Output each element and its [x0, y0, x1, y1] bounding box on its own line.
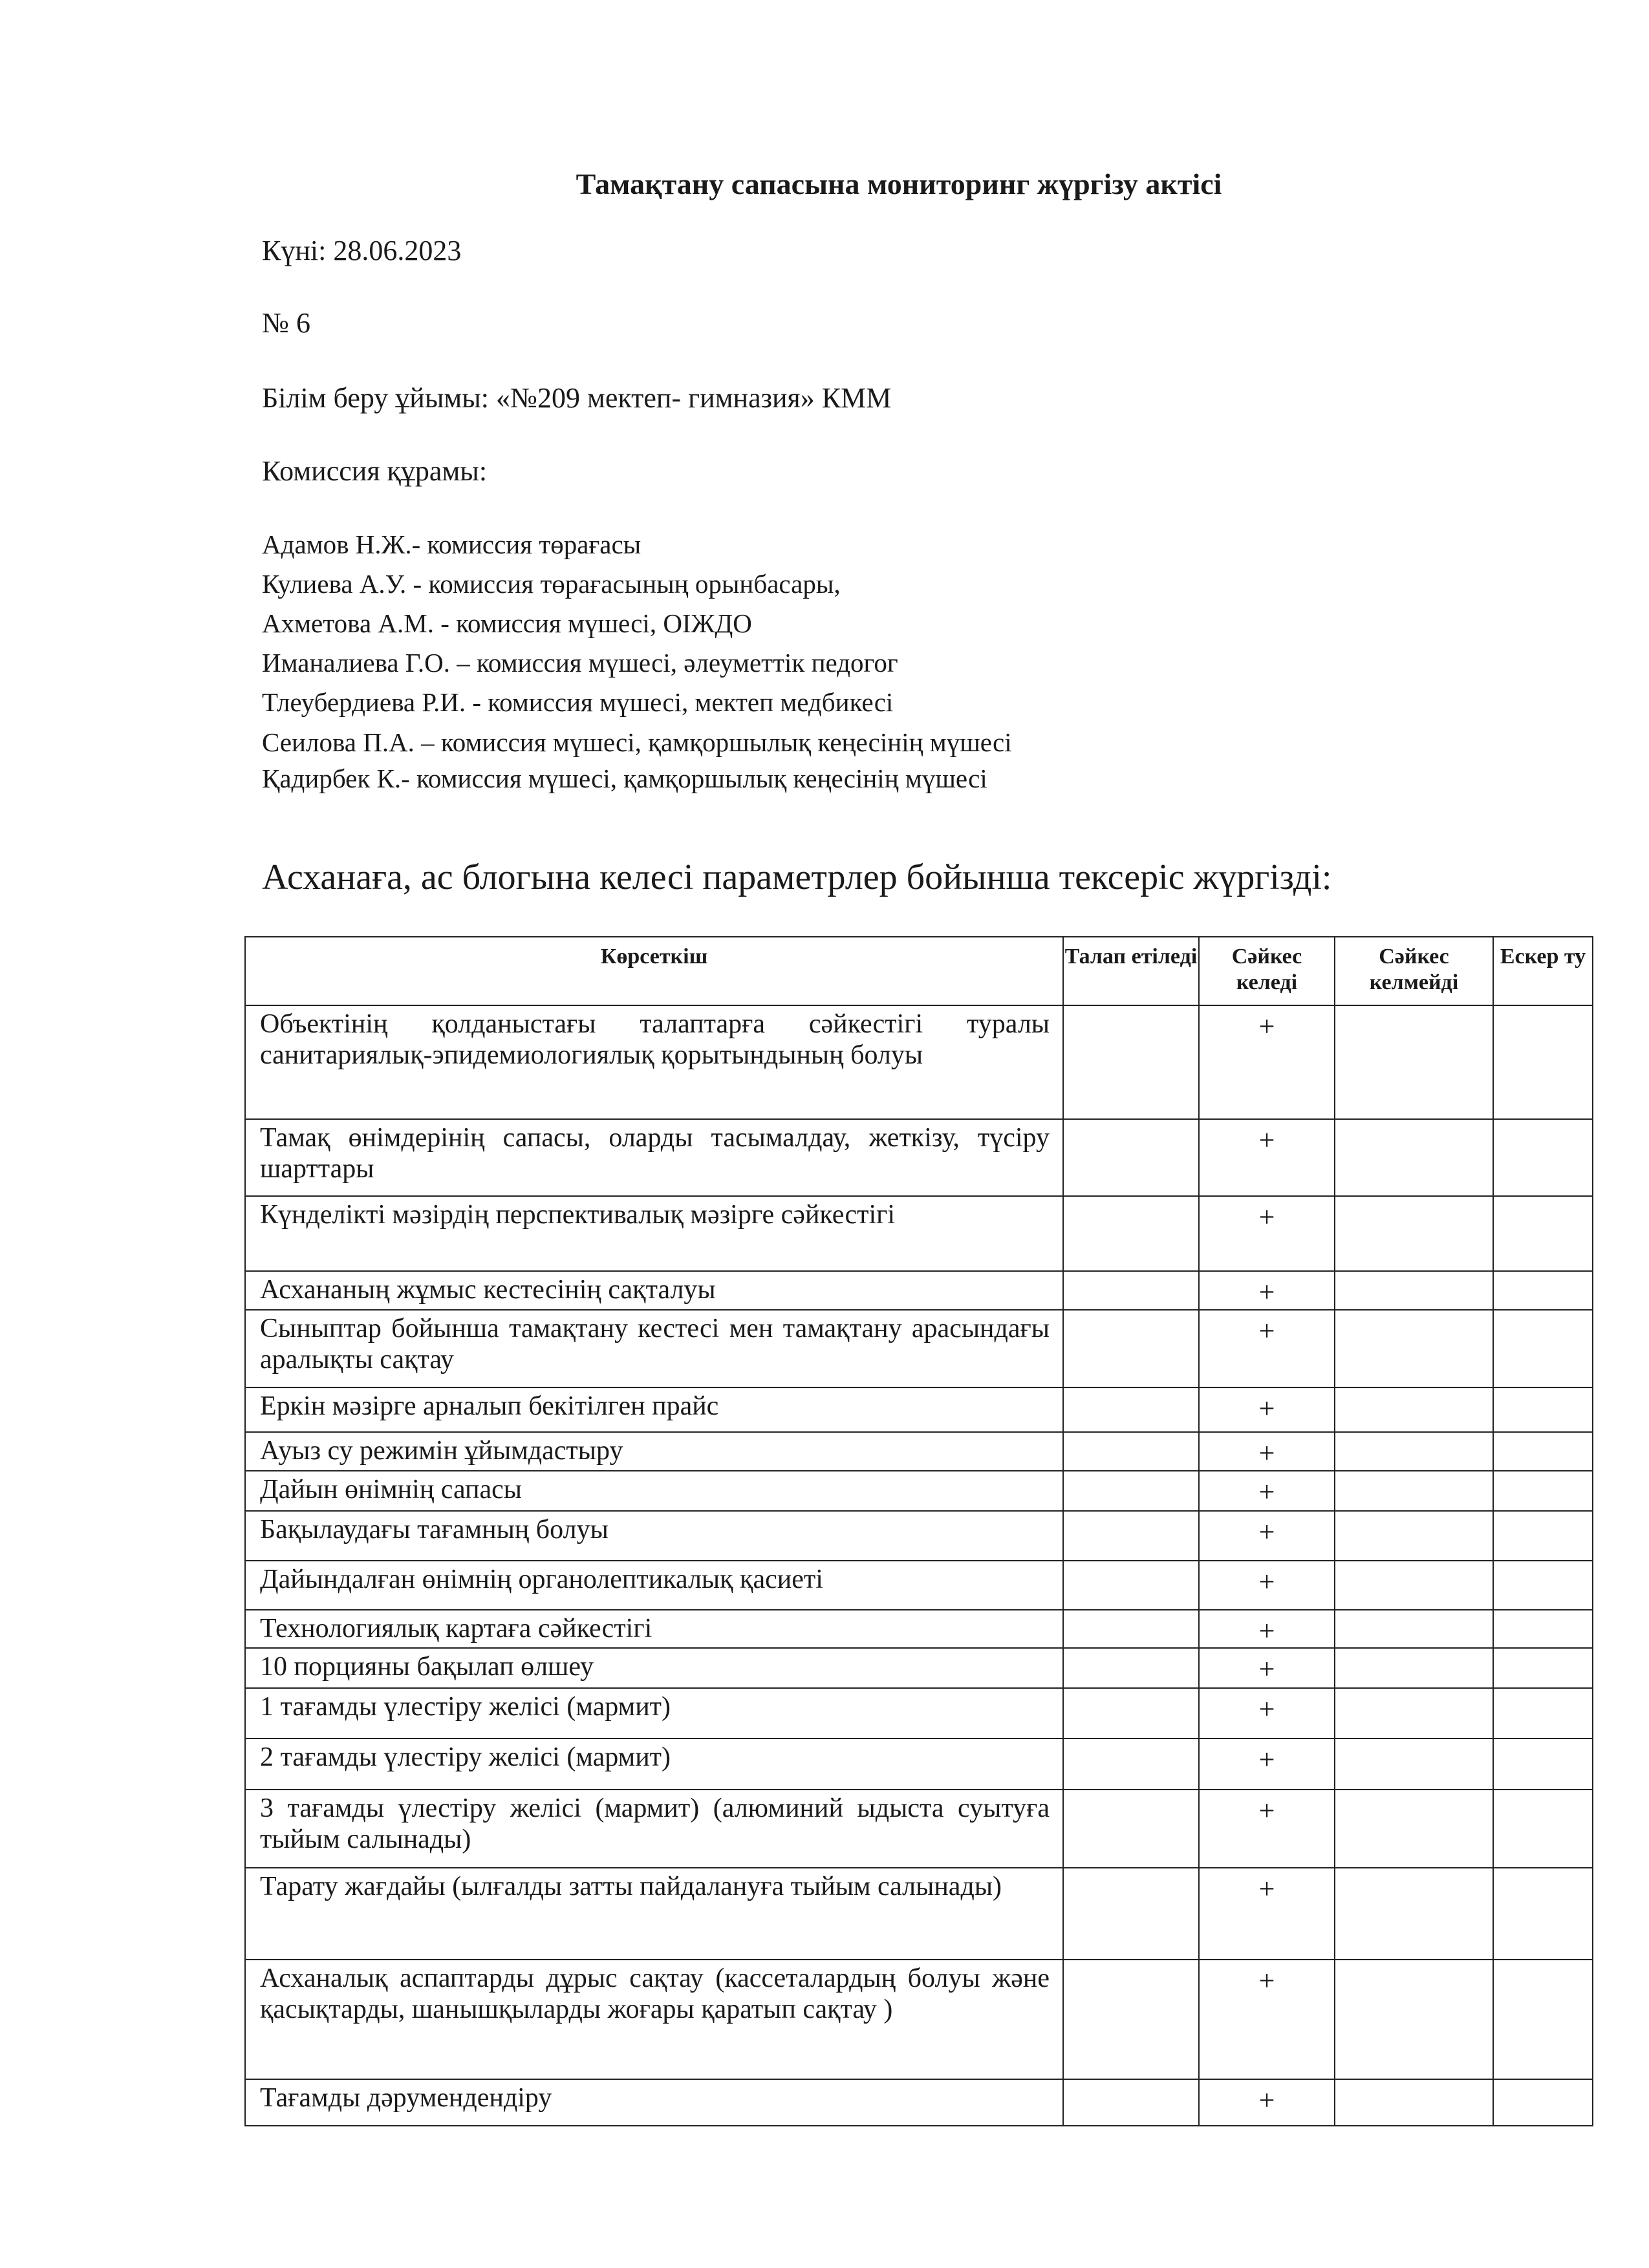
table-row [245, 1610, 1593, 1648]
required-cell [1063, 1432, 1199, 1471]
required-cell [1063, 1271, 1199, 1310]
indicator-cell: Объектінің қолданыстағы талаптарға сәйкестігі туралы санитариялық-эпидемиологиялық қорытындының болуы [245, 1005, 1063, 1119]
member-line: Ахметова А.М. - комиссия мүшесі, ОІЖДО [262, 608, 752, 638]
compliant-cell: + [1199, 1432, 1335, 1471]
table-row [245, 1688, 1593, 1738]
required-cell [1063, 1868, 1199, 1960]
noncompliant-cell [1335, 1119, 1493, 1196]
indicator-cell: Ауыз су режимін ұйымдастыру [245, 1432, 1063, 1471]
commission-heading: Комиссия құрамы: [262, 455, 488, 487]
required-cell [1063, 1005, 1199, 1119]
required-cell [1063, 2079, 1199, 2126]
inspection-intro: Асханаға, ас блогына келесі параметрлер бойынша тексеріс жүргізді: [262, 857, 1332, 897]
header-required: Талап етіледі [1063, 937, 1199, 1005]
table-row [245, 1387, 1593, 1432]
table-header-row [245, 937, 1593, 1005]
required-cell [1063, 1196, 1199, 1271]
noncompliant-cell [1335, 1610, 1493, 1648]
note-cell [1493, 1471, 1593, 1511]
indicator-cell: Тарату жағдайы (ылғалды затты пайдалануға тыйым салынады) [245, 1868, 1063, 1960]
noncompliant-cell [1335, 1648, 1493, 1688]
table-row [245, 1432, 1593, 1471]
noncompliant-cell [1335, 1960, 1493, 2079]
compliant-cell: + [1199, 1119, 1335, 1196]
required-cell [1063, 1688, 1199, 1738]
note-cell [1493, 1387, 1593, 1432]
indicator-cell: 3 тағамды үлестіру желісі (мармит) (алюминий ыдыста суытуға тыйым салынады) [245, 1790, 1063, 1868]
organization-line: Білім беру ұйымы: «№209 мектеп- гимназия» КММ [262, 382, 892, 414]
required-cell [1063, 1561, 1199, 1610]
compliant-cell: + [1199, 1005, 1335, 1119]
compliant-cell: + [1199, 1511, 1335, 1561]
note-cell [1493, 2079, 1593, 2126]
member-line: Адамов Н.Ж.- комиссия төрағасы [262, 530, 641, 559]
compliant-cell: + [1199, 1271, 1335, 1310]
indicator-cell: Асханалық аспаптарды дұрыс сақтау (кассеталардың болуы және қасықтарды, шанышқыларды жоғары қаратып сақтау ) [245, 1960, 1063, 2079]
indicator-cell: Сыныптар бойынша тамақтану кестесі мен тамақтану арасындағы аралықты сақтау [245, 1310, 1063, 1387]
table-row [245, 1648, 1593, 1688]
note-cell [1493, 1648, 1593, 1688]
table-row [245, 1119, 1593, 1196]
note-cell [1493, 1511, 1593, 1561]
required-cell [1063, 1738, 1199, 1790]
indicator-cell: 1 тағамды үлестіру желісі (мармит) [245, 1688, 1063, 1738]
indicator-cell: Еркін мәзірге арналып бекітілген прайс [245, 1387, 1063, 1432]
required-cell [1063, 1648, 1199, 1688]
indicator-cell: 10 порцияны бақылап өлшеу [245, 1648, 1063, 1688]
required-cell [1063, 1960, 1199, 2079]
table-row [245, 1561, 1593, 1610]
required-cell [1063, 1310, 1199, 1387]
noncompliant-cell [1335, 1738, 1493, 1790]
compliant-cell: + [1199, 1471, 1335, 1511]
table-row [245, 1868, 1593, 1960]
compliant-cell: + [1199, 2079, 1335, 2126]
compliant-cell: + [1199, 1868, 1335, 1960]
note-cell [1493, 1271, 1593, 1310]
compliant-cell: + [1199, 1648, 1335, 1688]
indicator-cell: 2 тағамды үлестіру желісі (мармит) [245, 1738, 1063, 1790]
indicator-cell: Бақылаудағы тағамның болуы [245, 1511, 1063, 1561]
noncompliant-cell [1335, 1471, 1493, 1511]
note-cell [1493, 1960, 1593, 2079]
page-title: Тамақтану сапасына мониторинг жүргізу актісі [576, 167, 1222, 200]
header-compliant: Сәйкес келеді [1199, 937, 1335, 1005]
table-row [245, 1196, 1593, 1271]
header-noncompliant: Сәйкес келмейді [1335, 937, 1493, 1005]
noncompliant-cell [1335, 1688, 1493, 1738]
noncompliant-cell [1335, 1432, 1493, 1471]
table-row [245, 1738, 1593, 1790]
note-cell [1493, 1790, 1593, 1868]
noncompliant-cell [1335, 1005, 1493, 1119]
member-line: Қадирбек К.- комиссия мүшесі, қамқоршылық кеңесінің мүшесі [262, 764, 987, 793]
note-cell [1493, 1310, 1593, 1387]
compliant-cell: + [1199, 1196, 1335, 1271]
required-cell [1063, 1790, 1199, 1868]
number-line: № 6 [262, 307, 310, 339]
indicator-cell: Дайындалған өнімнің органолептикалық қасиеті [245, 1561, 1063, 1610]
member-line: Иманалиева Г.О. – комиссия мүшесі, әлеуметтік педогог [262, 648, 898, 678]
note-cell [1493, 1868, 1593, 1960]
compliant-cell: + [1199, 1310, 1335, 1387]
indicator-cell: Технологиялық картаға сәйкестігі [245, 1610, 1063, 1648]
compliant-cell: + [1199, 1688, 1335, 1738]
header-indicator: Көрсеткіш [245, 937, 1063, 1005]
table-row [245, 1005, 1593, 1119]
note-cell [1493, 1738, 1593, 1790]
noncompliant-cell [1335, 1561, 1493, 1610]
note-cell [1493, 1119, 1593, 1196]
indicator-cell: Тамақ өнімдерінің сапасы, оларды тасымалдау, жеткізу, түсіру шарттары [245, 1119, 1063, 1196]
required-cell [1063, 1119, 1199, 1196]
note-cell [1493, 1688, 1593, 1738]
required-cell [1063, 1610, 1199, 1648]
compliant-cell: + [1199, 1561, 1335, 1610]
noncompliant-cell [1335, 1271, 1493, 1310]
compliant-cell: + [1199, 1610, 1335, 1648]
noncompliant-cell [1335, 1387, 1493, 1432]
compliant-cell: + [1199, 1387, 1335, 1432]
table-row [245, 1271, 1593, 1310]
noncompliant-cell [1335, 1310, 1493, 1387]
indicator-cell: Дайын өнімнің сапасы [245, 1471, 1063, 1511]
indicator-cell: Асхананың жұмыс кестесінің сақталуы [245, 1271, 1063, 1310]
member-line: Сеилова П.А. – комиссия мүшесі, қамқоршылық кеңесінің мүшесі [262, 727, 1012, 757]
compliant-cell: + [1199, 1960, 1335, 2079]
required-cell [1063, 1387, 1199, 1432]
table-row [245, 1790, 1593, 1868]
noncompliant-cell [1335, 1790, 1493, 1868]
indicator-cell: Тағамды дәрумендендіру [245, 2079, 1063, 2126]
noncompliant-cell [1335, 1868, 1493, 1960]
table-row [245, 1511, 1593, 1561]
note-cell [1493, 1610, 1593, 1648]
noncompliant-cell [1335, 1196, 1493, 1271]
note-cell [1493, 1196, 1593, 1271]
inspection-table [244, 936, 1593, 2126]
required-cell [1063, 1471, 1199, 1511]
table-row [245, 1471, 1593, 1511]
compliant-cell: + [1199, 1738, 1335, 1790]
note-cell [1493, 1005, 1593, 1119]
member-line: Тлеубердиева Р.И. - комиссия мүшесі, мектеп медбикесі [262, 687, 894, 717]
table-row [245, 2079, 1593, 2126]
note-cell [1493, 1432, 1593, 1471]
date-line: Күні: 28.06.2023 [262, 235, 462, 266]
required-cell [1063, 1511, 1199, 1561]
indicator-cell: Күнделікті мәзірдің перспективалық мәзірге сәйкестігі [245, 1196, 1063, 1271]
note-cell [1493, 1561, 1593, 1610]
compliant-cell: + [1199, 1790, 1335, 1868]
noncompliant-cell [1335, 2079, 1493, 2126]
table-row [245, 1960, 1593, 2079]
member-line: Кулиева А.У. - комиссия төрағасының орынбасары, [262, 569, 841, 599]
header-note: Ескер ту [1493, 937, 1593, 1005]
noncompliant-cell [1335, 1511, 1493, 1561]
table-row [245, 1310, 1593, 1387]
